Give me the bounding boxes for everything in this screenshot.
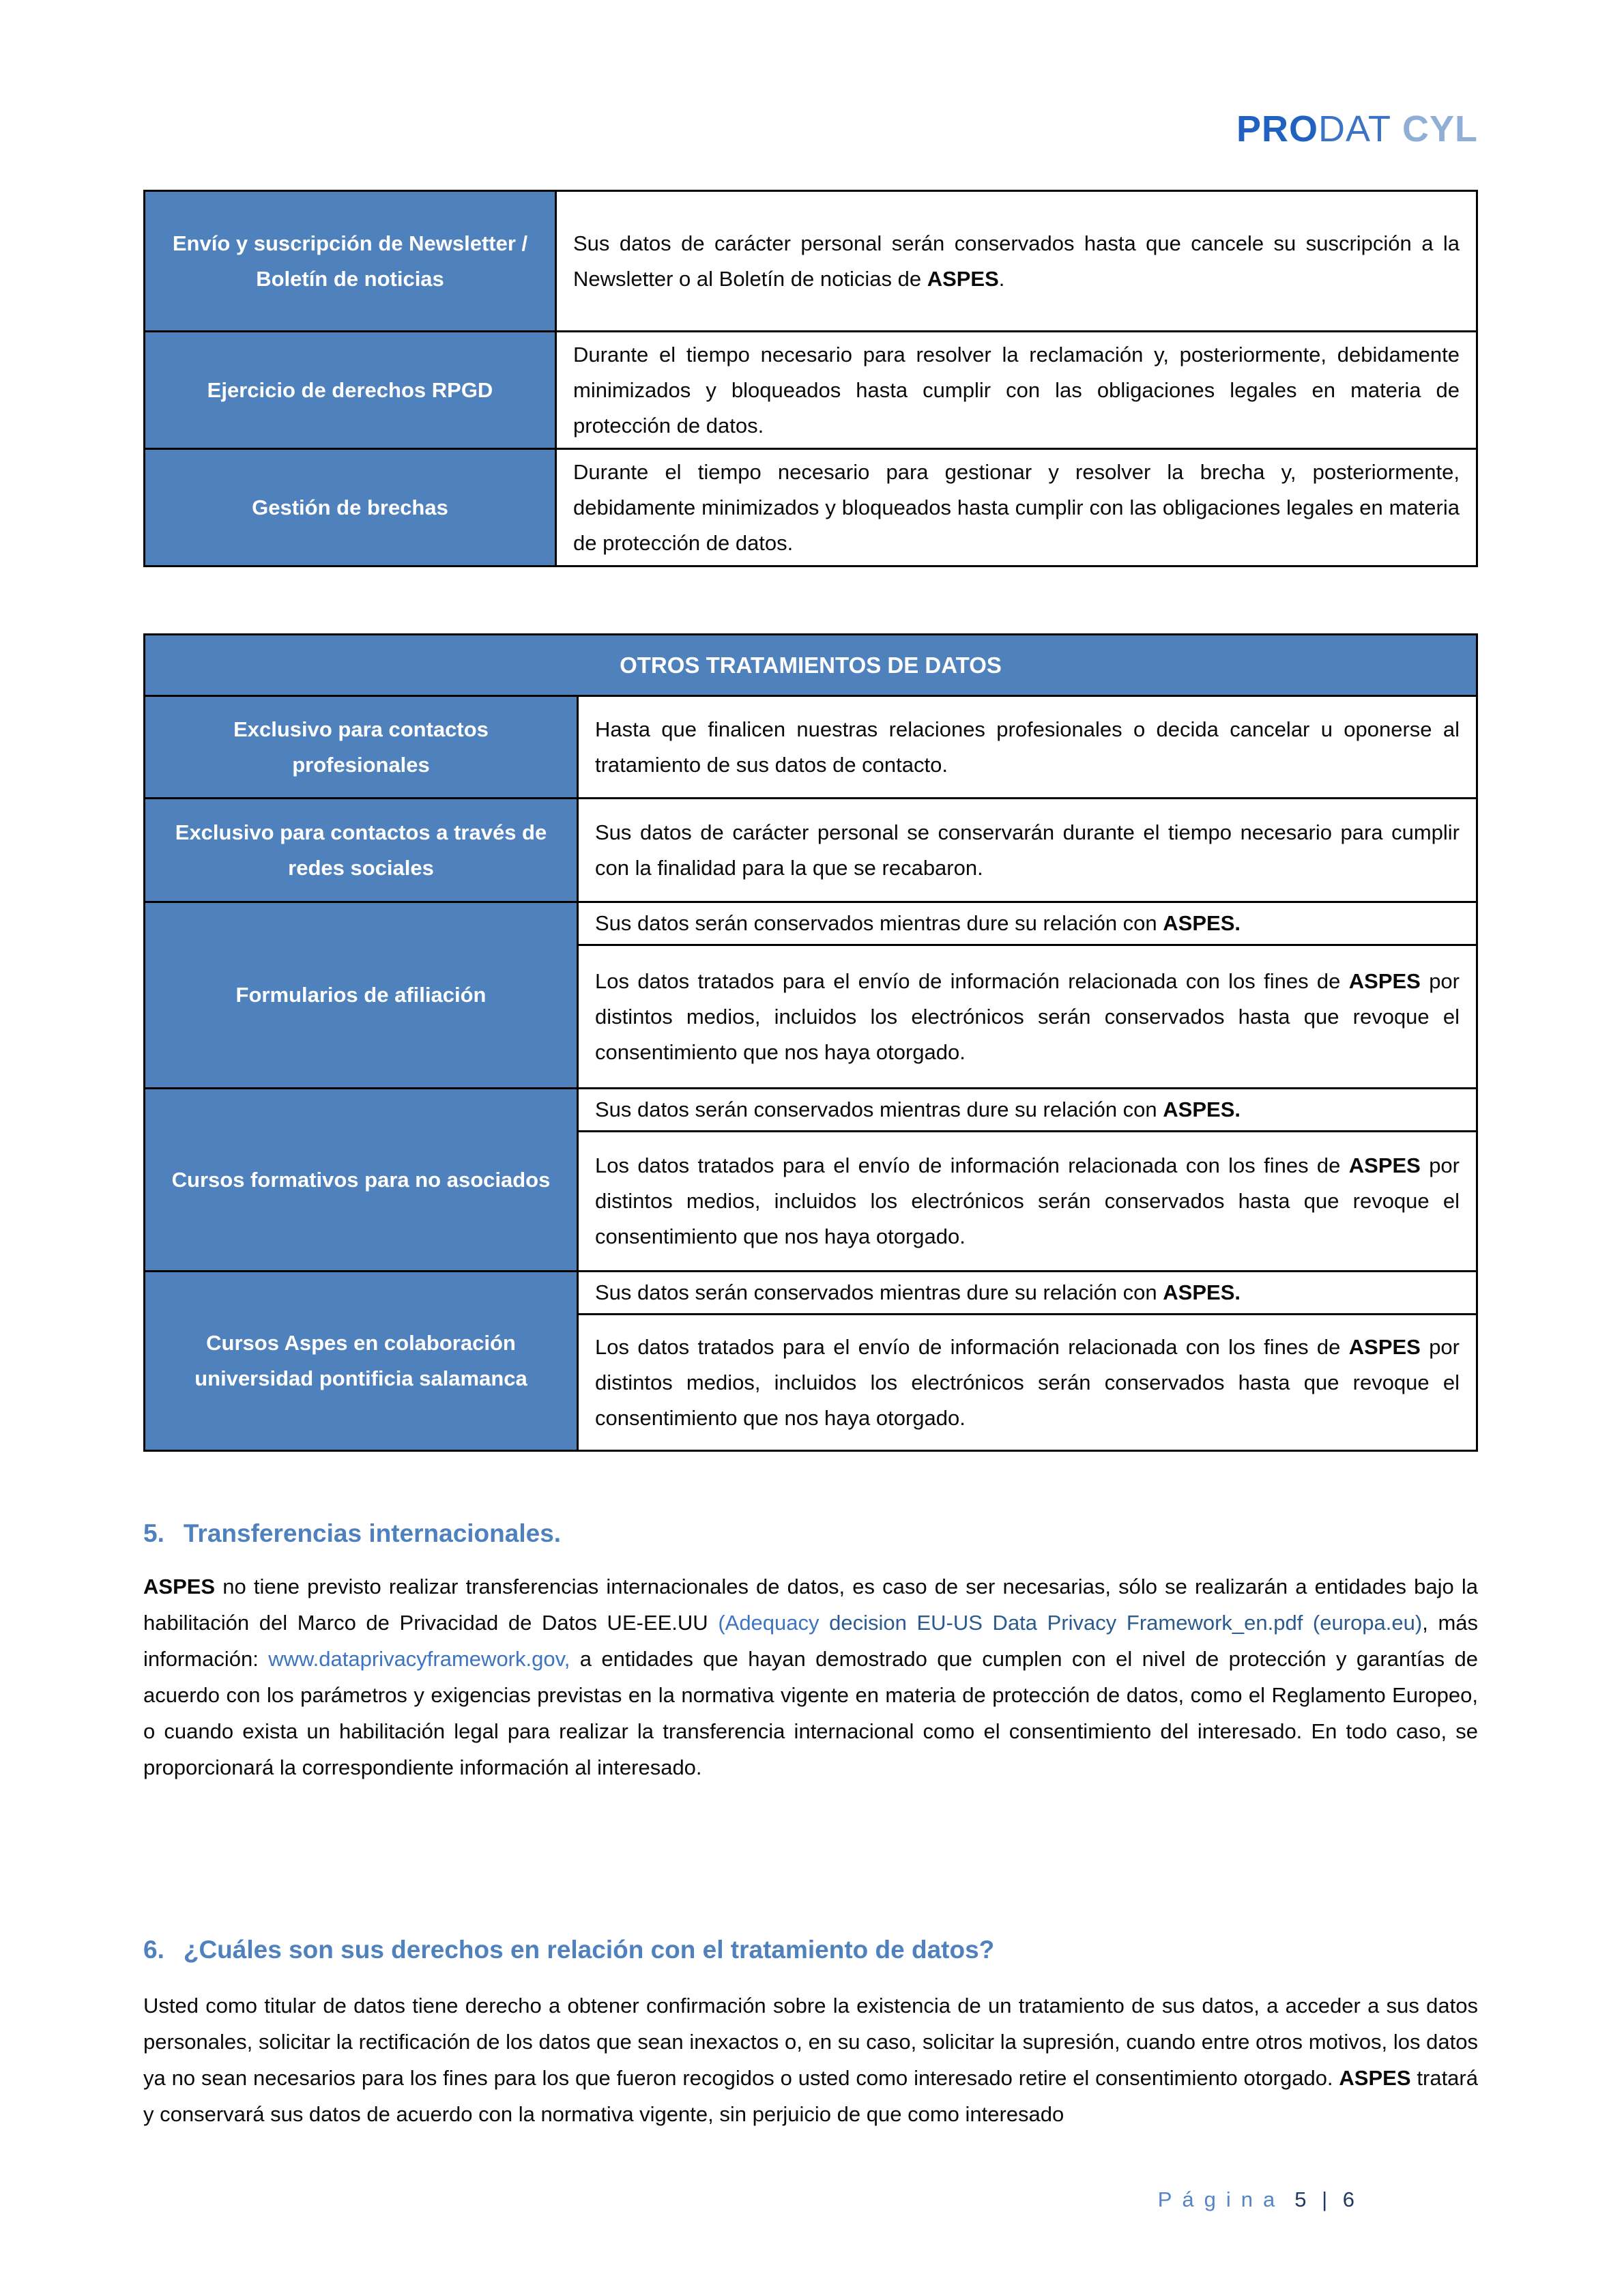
row-value-cell — [578, 696, 1477, 799]
row-value-cell — [578, 1272, 1477, 1315]
row-header-cell — [145, 902, 578, 1089]
table-row — [145, 332, 1477, 449]
row-header-cell — [145, 1272, 578, 1451]
row-value-cell — [578, 799, 1477, 902]
paragraph-text: no tiene previsto realizar transferencias internacionales de datos, es caso de ser necesarias, sólo se realizarán a entidades bajo la habilitación del Marco de Privacidad de Datos UE-EE.UU — [143, 1575, 1478, 1635]
footer-page-label: Página — [1157, 2187, 1286, 2211]
logo-text-cyl: CYL — [1402, 109, 1479, 149]
row-value-cell — [578, 902, 1477, 945]
row-header-cell — [145, 696, 578, 799]
paragraph-bold-text: ASPES — [143, 1575, 216, 1598]
row-header-text: Gestión de brechas — [252, 495, 448, 519]
cell-text: Sus datos serán conservados mientras dure su relación con — [595, 911, 1163, 935]
row-header-cell — [145, 799, 578, 902]
section-6-paragraph — [143, 1988, 1478, 2132]
page-footer — [1158, 2187, 1359, 2212]
row-header-text: Cursos Aspes en colaboración universidad pontificia salamanca — [194, 1331, 527, 1390]
privacy-framework-pdf-link[interactable]: decision EU-US Data Privacy Framework_en.pdf (europa.eu) — [829, 1611, 1423, 1635]
cell-text: por distintos medios, incluidos los electrónicos serán conservados hasta que revoque el consentimiento que nos haya otorgado. — [595, 1334, 1460, 1430]
section-5-paragraph — [143, 1568, 1478, 1785]
cell-text: Sus datos serán conservados mientras dure su relación con — [595, 1097, 1163, 1121]
row-value-cell — [578, 1315, 1477, 1451]
dataprivacyframework-link[interactable]: www.dataprivacyframework.gov, — [268, 1647, 570, 1671]
footer-page-number: 5 | 6 — [1294, 2187, 1359, 2211]
cell-text-bold: ASPES — [927, 266, 999, 291]
row-header-text: Envío y suscripción de Newsletter / Boletín de noticias — [172, 231, 528, 291]
other-processing-table — [143, 633, 1478, 1452]
adequacy-decision-link[interactable]: (Adequacy — [718, 1611, 830, 1635]
cell-text-bold: ASPES. — [1163, 911, 1241, 935]
row-header-text: Cursos formativos para no asociados — [171, 1167, 551, 1192]
table-row — [145, 1089, 1477, 1132]
paragraph-text: tratará y conservará sus datos de acuerdo con la normativa vigente, sin perjuicio de que como interesado — [143, 2066, 1478, 2126]
cell-text: Los datos tratados para el envío de información relacionada con los fines de — [595, 968, 1349, 993]
cell-text-bold: ASPES. — [1163, 1280, 1241, 1304]
row-value-cell — [578, 1132, 1477, 1272]
table-row — [145, 1272, 1477, 1315]
cell-text: . — [998, 266, 1005, 291]
section-6-heading — [143, 1936, 994, 1964]
row-header-text: Formularios de afiliación — [235, 983, 487, 1007]
table-row — [145, 449, 1477, 566]
section-title: Transferencias internacionales. — [183, 1519, 562, 1547]
section-number: 6. — [143, 1936, 164, 1964]
table-row — [145, 696, 1477, 799]
section-5-heading — [143, 1519, 561, 1548]
paragraph-text: a entidades que hayan demostrado que cumplen con el nivel de protección y garantías de acuerdo con los parámetros y exigencias previstas en la normativa vigente en materia de protección de datos, como el Reglamento Europeo, o cuando exista un habilitación legal para realizar la transferencia internacional como el consentimiento del interesado. En todo caso, se proporcionará la correspondiente información al interesado. — [143, 1647, 1478, 1779]
row-value-cell — [556, 332, 1477, 449]
row-header-cell — [145, 449, 556, 566]
section-title: ¿Cuáles son sus derechos en relación con el tratamiento de datos? — [183, 1936, 995, 1964]
section-number: 5. — [143, 1519, 164, 1547]
paragraph-text: Usted como titular de datos tiene derecho a obtener confirmación sobre la existencia de un tratamiento de sus datos, a acceder a sus datos personales, solicitar la rectificación de los datos que sean inexactos o, en su caso, solicitar la supresión, cuando entre otros motivos, los datos ya no sean necesarios para los fines para los que fueron recogidos o usted como interesado retire el consentimiento otorgado. — [143, 1994, 1478, 2090]
table-row — [145, 191, 1477, 332]
logo-text-pro: PRO — [1236, 109, 1319, 149]
cell-text-bold: ASPES. — [1163, 1097, 1241, 1121]
cell-text: Sus datos de carácter personal serán conservados hasta que cancele su suscripción a la Newsletter o al Boletín de noticias de — [573, 231, 1460, 291]
cell-text: Los datos tratados para el envío de información relacionada con los fines de — [595, 1153, 1349, 1177]
table-row — [145, 799, 1477, 902]
row-header-text: Exclusivo para contactos a través de redes sociales — [175, 820, 547, 880]
cell-text: por distintos medios, incluidos los electrónicos serán conservados hasta que revoque el consentimiento que nos haya otorgado. — [595, 968, 1460, 1064]
retention-table — [143, 190, 1478, 567]
row-value-cell — [556, 191, 1477, 332]
cell-text: Hasta que finalicen nuestras relaciones profesionales o decida cancelar u oponerse al tratamiento de sus datos de contacto. — [595, 717, 1460, 777]
cell-text: Sus datos de carácter personal se conservarán durante el tiempo necesario para cumplir con la finalidad para la que se recabaron. — [595, 820, 1460, 880]
paragraph-bold-text: ASPES — [1339, 2066, 1411, 2090]
cell-text-bold: ASPES — [1348, 1334, 1421, 1359]
row-header-cell — [145, 191, 556, 332]
table-title-cell — [145, 635, 1477, 696]
row-header-cell — [145, 1089, 578, 1272]
logo-text-dat: DAT — [1318, 109, 1392, 149]
table-title-text: OTROS TRATAMIENTOS DE DATOS — [620, 652, 1002, 678]
cell-text: Durante el tiempo necesario para gestionar y resolver la brecha y, posteriormente, debidamente minimizados y bloqueados hasta cumplir con las obligaciones legales en materia de protección de datos. — [573, 459, 1460, 555]
row-value-cell — [556, 449, 1477, 566]
cell-text-bold: ASPES — [1348, 1153, 1421, 1177]
row-header-cell — [145, 332, 556, 449]
table-header-row — [145, 635, 1477, 696]
row-header-text: Ejercicio de derechos RPGD — [207, 377, 493, 402]
cell-text: Sus datos serán conservados mientras dure su relación con — [595, 1280, 1163, 1304]
row-value-cell — [578, 1089, 1477, 1132]
cell-text: Durante el tiempo necesario para resolver la reclamación y, posteriormente, debidamente minimizados y bloqueados hasta cumplir con las obligaciones legales en materia de protección de datos. — [573, 342, 1460, 437]
table-row — [145, 902, 1477, 945]
row-header-text: Exclusivo para contactos profesionales — [233, 717, 489, 777]
cell-text: Los datos tratados para el envío de información relacionada con los fines de — [595, 1334, 1349, 1359]
prodat-cyl-logo — [1236, 108, 1478, 150]
cell-text-bold: ASPES — [1348, 968, 1421, 993]
cell-text: por distintos medios, incluidos los electrónicos serán conservados hasta que revoque el consentimiento que nos haya otorgado. — [595, 1153, 1460, 1248]
paragraph-text: , más información: — [143, 1611, 1479, 1671]
row-value-cell — [578, 945, 1477, 1089]
